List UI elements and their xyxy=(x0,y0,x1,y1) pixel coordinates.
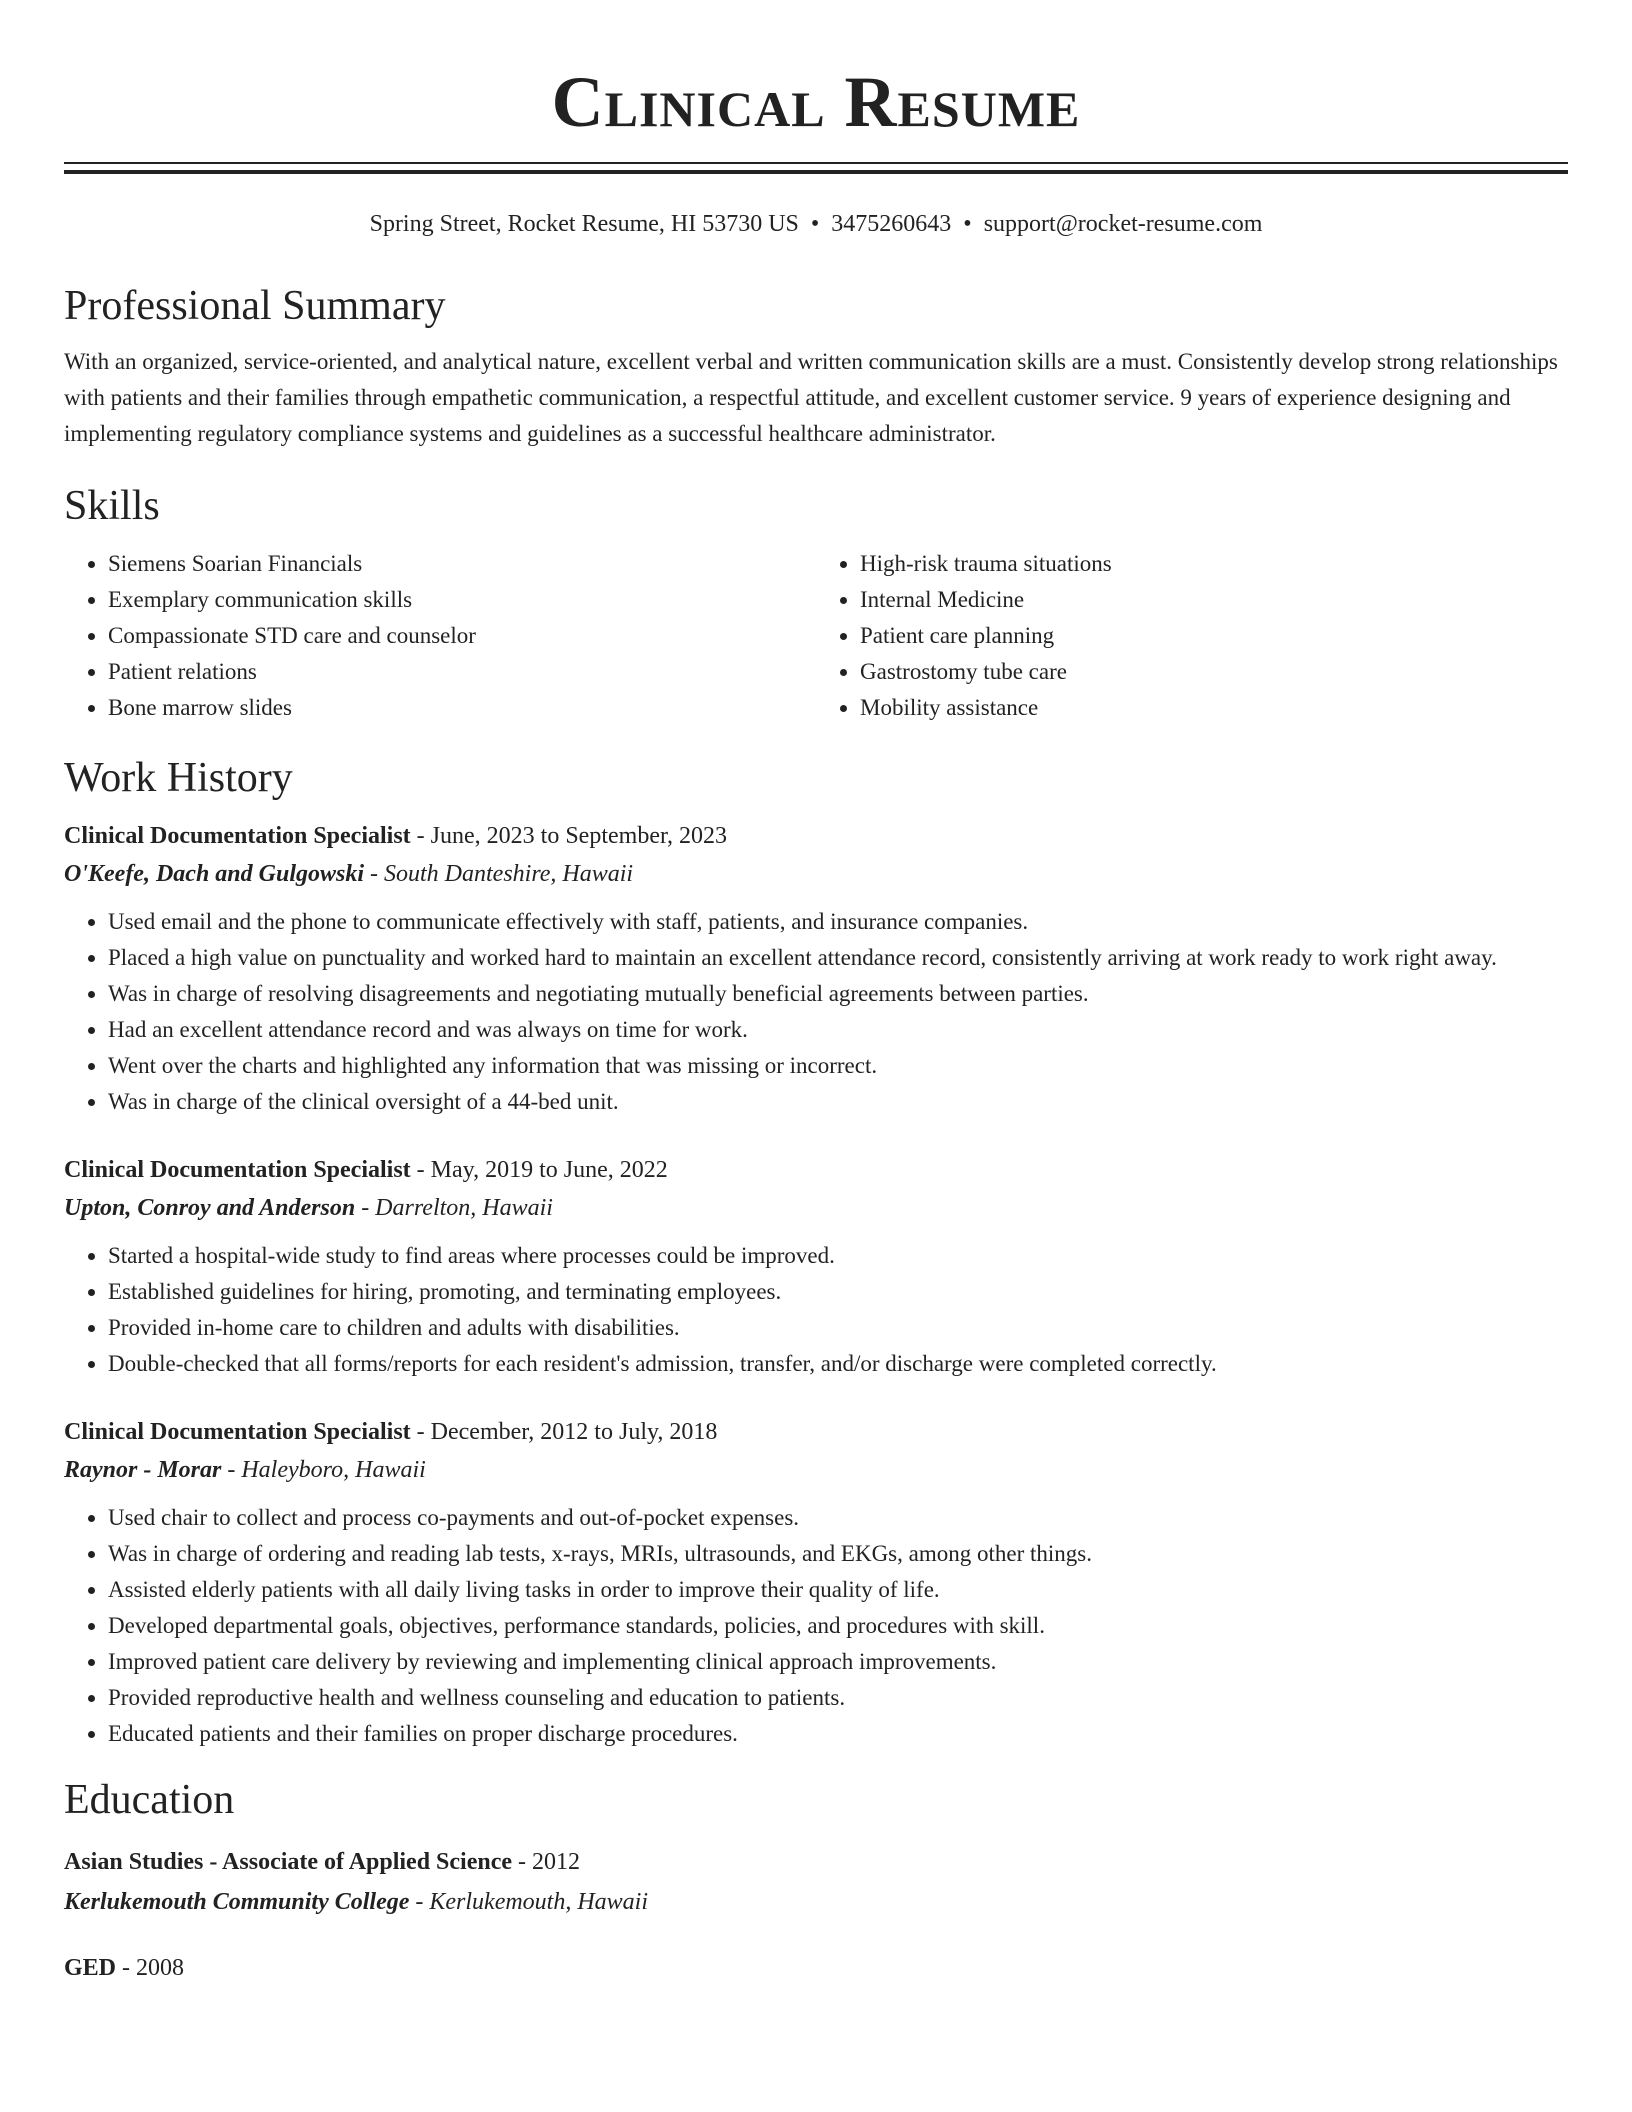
job-bullet: • Started a hospital-wide study to find areas where processes could be improved. xyxy=(108,1238,1568,1274)
company-location: - South Danteshire, Hawaii xyxy=(364,861,634,887)
company-location: - Darrelton, Hawaii xyxy=(355,1195,553,1221)
company-name: Upton, Conroy and Anderson xyxy=(64,1195,356,1221)
degree-year: - 2008 xyxy=(116,1955,185,1981)
job-dates: - December, 2012 to July, 2018 xyxy=(410,1419,718,1445)
job-bullet: • Was in charge of resolving disagreements and negotiating mutually beneficial agreements between parties. xyxy=(108,976,1568,1012)
degree-line xyxy=(64,1842,1568,1882)
contact-separator: • xyxy=(810,211,820,237)
contact-phone: 3475260643 xyxy=(831,211,952,237)
skill-item: • Exemplary communication skills xyxy=(108,582,816,618)
degree-year: - 2012 xyxy=(512,1849,581,1875)
job-bullet: • Used email and the phone to communicate effectively with staff, patients, and insurance companies. xyxy=(108,904,1568,940)
summary-heading: Professional Summary xyxy=(64,283,446,329)
degree-name: GED xyxy=(64,1955,117,1981)
skills-list xyxy=(64,546,1568,726)
job-title: Clinical Documentation Specialist xyxy=(64,1419,411,1445)
job-bullet: • Improved patient care delivery by reviewing and implementing clinical approach improvements. xyxy=(108,1644,1568,1680)
school-line xyxy=(64,1882,1568,1922)
skill-item: • Patient care planning xyxy=(860,618,1568,654)
skills-heading: Skills xyxy=(64,483,160,529)
company-line xyxy=(64,1450,1568,1490)
job-bullet: • Developed departmental goals, objectives, performance standards, policies, and procedures with skill. xyxy=(108,1608,1568,1644)
job-bullet: • Established guidelines for hiring, promoting, and terminating employees. xyxy=(108,1274,1568,1310)
degree-name: Asian Studies - Associate of Applied Science xyxy=(64,1849,513,1875)
contact-email: support@rocket-resume.com xyxy=(983,211,1263,237)
job-entry xyxy=(64,1152,1568,1382)
job-bullet: • Used chair to collect and process co-payments and out-of-pocket expenses. xyxy=(108,1500,1568,1536)
contact-separator: • xyxy=(963,211,972,237)
job-bullet: • Provided reproductive health and wellness counseling and education to patients. xyxy=(108,1680,1568,1716)
company-line xyxy=(64,854,1568,894)
job-bullet: • Was in charge of ordering and reading lab tests, x-rays, MRIs, ultrasounds, and EKGs, among other things. xyxy=(108,1536,1568,1572)
job-bullet: • Assisted elderly patients with all daily living tasks in order to improve their quality of life. xyxy=(108,1572,1568,1608)
education-entry xyxy=(64,1948,1568,1988)
job-entry xyxy=(64,818,1568,1120)
contact-line xyxy=(64,208,1568,240)
job-title-line xyxy=(64,1152,1568,1188)
company-name: O'Keefe, Dach and Gulgowski xyxy=(64,861,364,887)
job-dates: - June, 2023 to September, 2023 xyxy=(410,823,727,849)
skill-item: • Mobility assistance xyxy=(860,690,1568,726)
skill-item: • Internal Medicine xyxy=(860,582,1568,618)
job-bullet: • Double-checked that all forms/reports for each resident's admission, transfer, and/or discharge were completed correctly. xyxy=(108,1346,1568,1382)
skills-column-left xyxy=(64,546,816,726)
job-bullet: • Placed a high value on punctuality and worked hard to maintain an excellent attendance record, consistently arriving at work ready to work right away. xyxy=(108,940,1568,976)
job-bullet: • Educated patients and their families on proper discharge procedures. xyxy=(108,1716,1568,1752)
job-title: Clinical Documentation Specialist xyxy=(64,1157,411,1183)
job-entry xyxy=(64,1414,1568,1752)
skill-item: • High-risk trauma situations xyxy=(860,546,1568,582)
summary-text: With an organized, service-oriented, and analytical nature, excellent verbal and written communication skills are a must. Consistently develop strong relationships with patients and their families through empathetic communication, a respectful attitude, and excellent customer service. 9 years of experience designing and implementing regulatory compliance systems and guidelines as a successful healthcare administrator. xyxy=(64,349,1558,446)
job-bullet: • Provided in-home care to children and adults with disabilities. xyxy=(108,1310,1568,1346)
company-line xyxy=(64,1188,1568,1228)
job-bullets xyxy=(64,904,1568,1120)
resume-title: Clinical Resume xyxy=(551,62,1081,142)
contact-address: Spring Street, Rocket Resume, HI 53730 US xyxy=(369,211,799,237)
school-name: Kerlukemouth Community College xyxy=(64,1889,410,1915)
school-location: - Kerlukemouth, Hawaii xyxy=(409,1889,649,1915)
skill-item: • Bone marrow slides xyxy=(108,690,816,726)
job-bullets xyxy=(64,1238,1568,1382)
company-location: - Haleyboro, Hawaii xyxy=(221,1457,426,1483)
education-heading: Education xyxy=(64,1777,235,1823)
skills-column-right xyxy=(816,546,1568,726)
job-bullet: • Went over the charts and highlighted any information that was missing or incorrect. xyxy=(108,1048,1568,1084)
work-history-heading: Work History xyxy=(64,755,293,801)
skill-item: • Siemens Soarian Financials xyxy=(108,546,816,582)
job-bullet: • Was in charge of the clinical oversight of a 44-bed unit. xyxy=(108,1084,1568,1120)
company-name: Raynor - Morar xyxy=(64,1457,222,1483)
skill-item: • Gastrostomy tube care xyxy=(860,654,1568,690)
job-title: Clinical Documentation Specialist xyxy=(64,823,411,849)
degree-line xyxy=(64,1948,1568,1988)
skill-item: • Patient relations xyxy=(108,654,816,690)
title-divider xyxy=(64,162,1568,174)
job-bullets xyxy=(64,1500,1568,1752)
education-entry xyxy=(64,1842,1568,1922)
job-title-line xyxy=(64,818,1568,854)
job-bullet: • Had an excellent attendance record and was always on time for work. xyxy=(108,1012,1568,1048)
job-dates: - May, 2019 to June, 2022 xyxy=(410,1157,668,1183)
job-title-line xyxy=(64,1414,1568,1450)
skill-item: • Compassionate STD care and counselor xyxy=(108,618,816,654)
